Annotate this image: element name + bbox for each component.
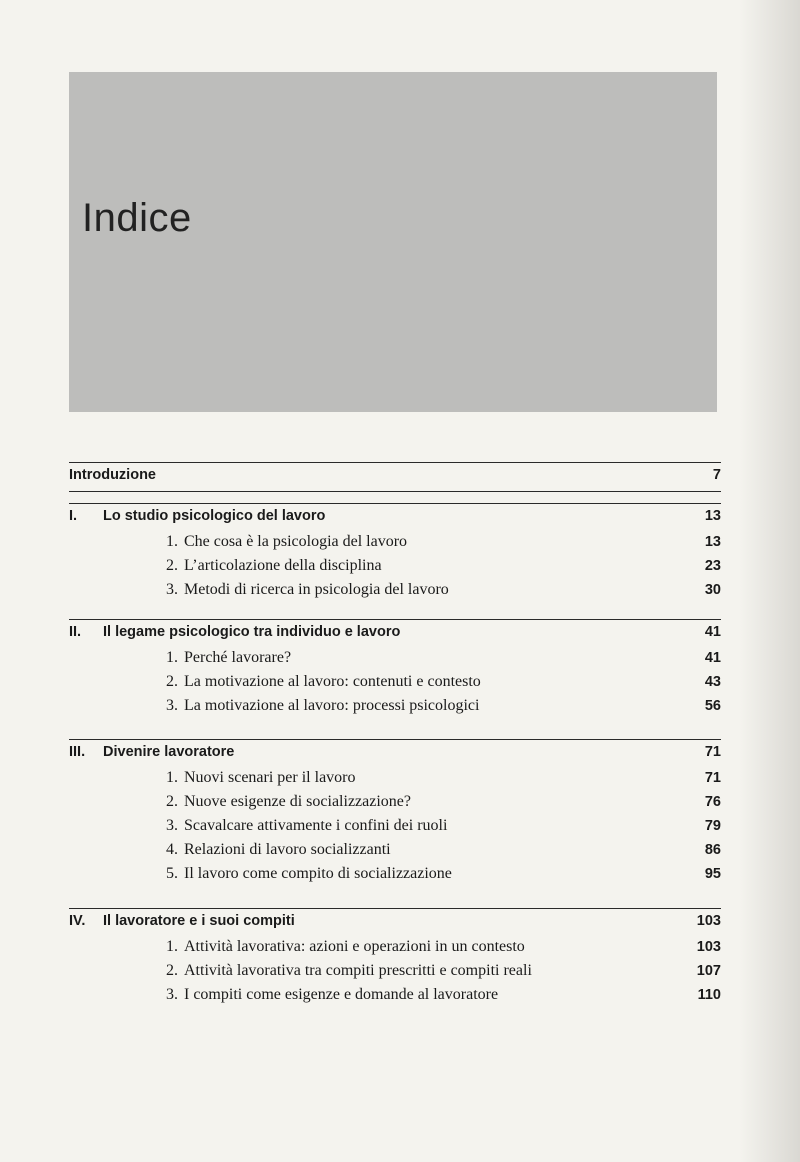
section-page: 41 — [704, 624, 721, 640]
page-edge-shadow — [740, 0, 800, 1162]
entry-page: 56 — [704, 698, 721, 714]
section-title: Divenire lavoratore — [103, 744, 235, 760]
section-title: Introduzione — [69, 467, 156, 483]
section-number: II. — [69, 624, 82, 640]
entry-number: 3. — [166, 697, 178, 714]
toc-section-heading[interactable] — [69, 462, 721, 492]
entry-title: Nuove esigenze di socializzazione? — [184, 793, 411, 810]
entry-title: Perché lavorare? — [184, 649, 292, 666]
section-page: 71 — [704, 744, 721, 760]
entry-page: 86 — [704, 842, 721, 858]
toc-section-heading[interactable] — [69, 908, 721, 935]
section-number: III. — [69, 744, 86, 760]
entry-number: 1. — [166, 649, 178, 666]
toc-section-heading[interactable] — [69, 619, 721, 646]
entry-number: 2. — [166, 557, 178, 574]
entry-title: Relazioni di lavoro socializzanti — [184, 841, 391, 858]
toc-entry[interactable] — [69, 578, 721, 602]
section-page: 13 — [704, 508, 721, 524]
section-number: I. — [69, 508, 78, 524]
entry-title: Metodi di ricerca in psicologia del lavoro — [184, 581, 449, 598]
toc-entry[interactable] — [69, 790, 721, 814]
section-title: Il lavoratore e i suoi compiti — [103, 913, 295, 929]
entry-page: 107 — [696, 963, 721, 979]
entry-page: 41 — [704, 650, 721, 666]
entry-page: 13 — [704, 534, 721, 550]
toc-entry[interactable] — [69, 670, 721, 694]
entry-title: L’articolazione della disciplina — [184, 557, 382, 574]
entry-title: I compiti come esigenze e domande al lavoratore — [184, 986, 499, 1003]
entry-number: 2. — [166, 673, 178, 690]
toc-section-intro — [69, 462, 721, 492]
toc-section-1 — [69, 503, 721, 602]
toc-section-2 — [69, 619, 721, 718]
toc-entry[interactable] — [69, 694, 721, 718]
entry-page: 30 — [704, 582, 721, 598]
toc-entry[interactable] — [69, 983, 721, 1007]
entry-page: 71 — [704, 770, 721, 786]
section-number: IV. — [69, 913, 86, 929]
section-title: Il legame psicologico tra individuo e lavoro — [103, 624, 401, 640]
toc-entry[interactable] — [69, 530, 721, 554]
entry-number: 5. — [166, 865, 178, 882]
section-title: Lo studio psicologico del lavoro — [103, 508, 326, 524]
section-page: 7 — [712, 467, 721, 483]
entry-page: 79 — [704, 818, 721, 834]
entry-page: 95 — [704, 866, 721, 882]
entry-number: 1. — [166, 533, 178, 550]
section-page: 103 — [696, 913, 721, 929]
toc-entry[interactable] — [69, 766, 721, 790]
toc-section-4 — [69, 908, 721, 1007]
toc-entry[interactable] — [69, 935, 721, 959]
entry-title: Scavalcare attivamente i confini dei ruoli — [184, 817, 448, 834]
entry-number: 1. — [166, 769, 178, 786]
entry-number: 2. — [166, 962, 178, 979]
entry-page: 23 — [704, 558, 721, 574]
entry-title: La motivazione al lavoro: processi psicologici — [184, 697, 480, 714]
entry-page: 103 — [696, 939, 721, 955]
entry-page: 76 — [704, 794, 721, 810]
toc-section-heading[interactable] — [69, 739, 721, 766]
toc-entry[interactable] — [69, 862, 721, 886]
entry-title: La motivazione al lavoro: contenuti e contesto — [184, 673, 481, 690]
entry-number: 4. — [166, 841, 178, 858]
toc-entry[interactable] — [69, 646, 721, 670]
toc-section-3 — [69, 739, 721, 886]
entry-number: 2. — [166, 793, 178, 810]
entry-page: 43 — [704, 674, 721, 690]
entry-title: Nuovi scenari per il lavoro — [184, 769, 356, 786]
entry-number: 3. — [166, 986, 178, 1003]
toc-entry[interactable] — [69, 838, 721, 862]
entry-number: 3. — [166, 581, 178, 598]
entry-number: 3. — [166, 817, 178, 834]
page-title: Indice — [82, 196, 192, 240]
entry-title: Attività lavorativa: azioni e operazioni in un contesto — [184, 938, 525, 955]
toc-entry[interactable] — [69, 959, 721, 983]
entry-title: Che cosa è la psicologia del lavoro — [184, 533, 408, 550]
entry-title: Il lavoro come compito di socializzazione — [184, 865, 452, 882]
entry-title: Attività lavorativa tra compiti prescritti e compiti reali — [184, 962, 532, 979]
header-band — [69, 72, 717, 412]
entry-number: 1. — [166, 938, 178, 955]
table-of-contents — [69, 460, 721, 1007]
toc-section-heading[interactable] — [69, 503, 721, 530]
entry-page: 110 — [697, 987, 721, 1003]
toc-entry[interactable] — [69, 554, 721, 578]
toc-entry[interactable] — [69, 814, 721, 838]
